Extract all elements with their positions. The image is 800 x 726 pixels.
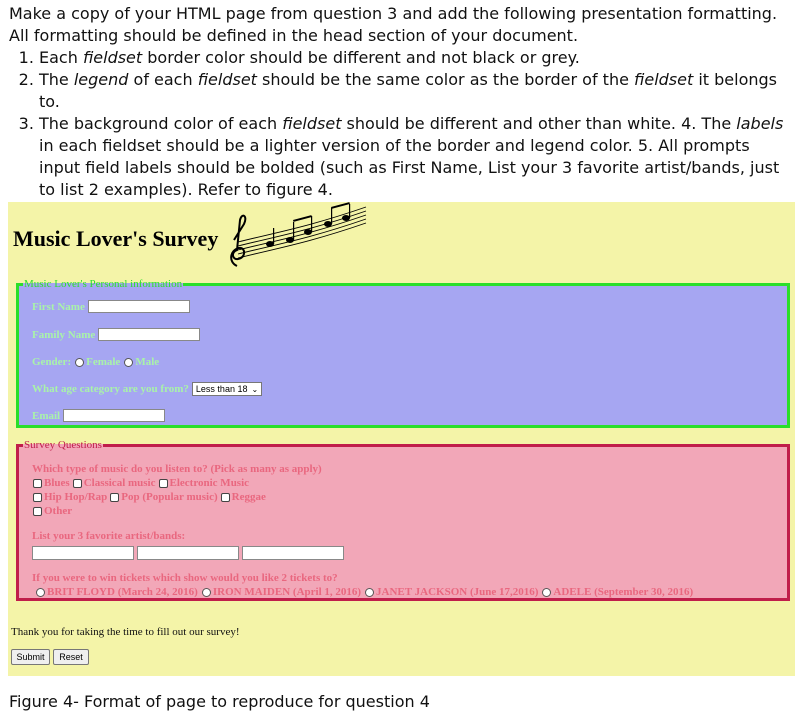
first-name-row xyxy=(32,300,190,313)
classical-label: Classical music xyxy=(83,477,156,489)
assignment-instructions xyxy=(9,3,793,201)
tickets-label: If you were to win tickets which show would you like 2 tickets to? xyxy=(32,572,338,584)
gender-row xyxy=(32,356,159,368)
electronic-checkbox[interactable] xyxy=(159,479,168,488)
shows-row xyxy=(32,586,693,598)
show-label-3: JANET JACKSON (June 17,2016) xyxy=(376,586,539,598)
text: of each xyxy=(128,70,198,89)
hiphop-label: Hip Hop/Rap xyxy=(44,491,108,503)
text: fieldset xyxy=(282,114,342,133)
text: fieldset xyxy=(634,70,694,89)
text: in each fieldset should be a lighter version of the border and legend color. 5. All prompts input field labels should be bolded (such as First Name, List your 3 favorite artist/bands, just to list 2 examples). Refer to figure 4. xyxy=(39,136,780,199)
text: border color should be different and not black or grey. xyxy=(142,48,580,67)
reset-button[interactable]: Reset xyxy=(53,649,89,665)
family-name-input[interactable] xyxy=(98,328,200,341)
email-label: Email xyxy=(32,409,61,422)
show-label-2: IRON MAIDEN (April 1, 2016) xyxy=(212,586,362,598)
figure-caption: Figure 4- Format of page to reproduce for question 4 xyxy=(9,692,430,711)
reggae-label: Reggae xyxy=(231,491,266,503)
first-name-input[interactable] xyxy=(88,300,190,313)
instruction-item-1 xyxy=(39,47,793,69)
hiphop-checkbox[interactable] xyxy=(33,493,42,502)
email-row xyxy=(32,409,165,422)
personal-info-legend: Music Lover's Personal information xyxy=(24,278,183,290)
favorite-artist-input-1[interactable] xyxy=(32,546,134,560)
favorites-label: List your 3 favorite artist/bands: xyxy=(32,530,186,542)
first-name-label: First Name xyxy=(32,300,85,313)
survey-figure xyxy=(8,202,795,676)
other-checkbox[interactable] xyxy=(33,507,42,516)
instructions-list xyxy=(9,47,793,201)
instruction-item-2 xyxy=(39,69,793,113)
gender-label: Gender: xyxy=(32,356,72,368)
text: The xyxy=(39,70,74,89)
text: should be different and other than white. 4. The xyxy=(341,114,737,133)
electronic-label: Electronic Music xyxy=(169,477,250,489)
favorite-artist-input-2[interactable] xyxy=(137,546,239,560)
favorites-inputs xyxy=(32,546,344,560)
instructions-intro: Make a copy of your HTML page from question 3 and add the following presentation formatting. All formatting should be defined in the head section of your document. xyxy=(9,4,778,45)
favorite-artist-input-3[interactable] xyxy=(242,546,344,560)
submit-button[interactable]: Submit xyxy=(11,649,50,665)
text: labels xyxy=(736,114,784,133)
classical-checkbox[interactable] xyxy=(73,479,82,488)
show-radio-3[interactable] xyxy=(365,588,374,597)
family-name-label: Family Name xyxy=(32,328,96,341)
family-name-row xyxy=(32,328,200,341)
text: should be the same color as the border of the xyxy=(256,70,635,89)
instruction-item-3 xyxy=(39,113,793,201)
show-label-4: ADELE (September 30, 2016) xyxy=(553,586,694,598)
survey-questions-fieldset xyxy=(16,439,790,601)
show-label-1: BRIT FLOYD (March 24, 2016) xyxy=(47,586,198,598)
age-select[interactable] xyxy=(192,382,262,396)
pop-checkbox[interactable] xyxy=(110,493,119,502)
survey-title: Music Lover's Survey xyxy=(13,226,219,251)
show-radio-1[interactable] xyxy=(36,588,45,597)
tickets-row xyxy=(32,572,338,584)
text: The background color of each xyxy=(39,114,283,133)
text: Each xyxy=(39,48,83,67)
music-notes-icon xyxy=(218,202,368,274)
thanks-message: Thank you for taking the time to fill out our survey! xyxy=(11,626,240,638)
blues-checkbox[interactable] xyxy=(33,479,42,488)
genre-row-1 xyxy=(30,477,249,489)
show-radio-2[interactable] xyxy=(202,588,211,597)
chevron-down-icon: ⌄ xyxy=(251,384,259,394)
female-radio[interactable] xyxy=(75,358,84,367)
text: legend xyxy=(73,70,129,89)
age-row xyxy=(32,382,262,396)
other-label: Other xyxy=(44,505,73,517)
genre-row-2 xyxy=(30,491,266,503)
personal-info-fieldset xyxy=(16,278,790,428)
music-type-row xyxy=(32,463,322,475)
pop-label: Pop (Popular music) xyxy=(121,491,218,503)
text: it belongs to. xyxy=(39,70,778,111)
show-radio-4[interactable] xyxy=(542,588,551,597)
email-input[interactable] xyxy=(63,409,165,422)
male-radio[interactable] xyxy=(124,358,133,367)
reggae-checkbox[interactable] xyxy=(221,493,230,502)
survey-questions-legend: Survey Questions xyxy=(24,439,102,451)
blues-label: Blues xyxy=(44,477,70,489)
age-label: What age category are you from? xyxy=(32,383,189,395)
music-type-label: Which type of music do you listen to? (Pick as many as apply) xyxy=(32,463,322,475)
female-label: Female xyxy=(86,356,121,368)
male-label: Male xyxy=(135,356,160,368)
text: fieldset xyxy=(82,48,143,67)
genre-row-3 xyxy=(30,505,72,517)
favorites-row xyxy=(32,530,185,542)
age-selected-value: Less than 18 xyxy=(195,384,248,394)
text: fieldset xyxy=(197,70,257,89)
